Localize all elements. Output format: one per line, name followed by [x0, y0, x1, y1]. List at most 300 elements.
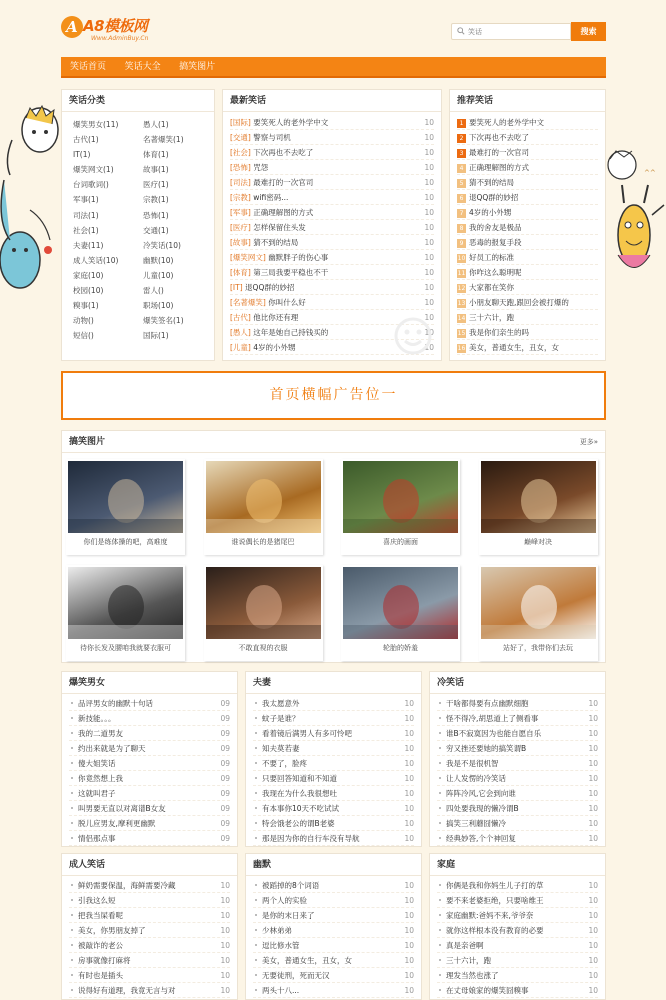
- joke-title[interactable]: 要笑死人的老外学中文: [253, 118, 329, 127]
- joke-title[interactable]: 这年是她自己持钱买的: [253, 328, 329, 337]
- joke-title[interactable]: 引我这么短: [78, 896, 116, 905]
- category-item[interactable]: 爆笑签名(1): [143, 316, 184, 326]
- joke-title[interactable]: 正确理解图的方式: [253, 208, 314, 217]
- search-button[interactable]: 搜索: [571, 22, 606, 41]
- joke-title[interactable]: 逗比修水管: [262, 941, 300, 950]
- joke-title[interactable]: 我现在为什么我很想吐: [262, 789, 337, 798]
- category-tag[interactable]: [国际]: [230, 118, 251, 127]
- category-item[interactable]: 故事(1): [143, 165, 169, 175]
- joke-title[interactable]: 两个人的实验: [262, 896, 307, 905]
- bullet-icon: [255, 762, 257, 764]
- site-logo[interactable]: [61, 14, 181, 46]
- category-tag[interactable]: [医疗]: [230, 223, 251, 232]
- recommended-item[interactable]: [457, 280, 598, 295]
- joke-title[interactable]: 家庭幽默:爸妈不来,爷爷奈: [446, 911, 534, 920]
- joke-item[interactable]: [253, 983, 414, 998]
- category-tag[interactable]: [名著爆笑]: [230, 298, 266, 307]
- category-item[interactable]: 愚人(1): [143, 120, 169, 129]
- joke-item[interactable]: [253, 923, 414, 938]
- photo-card[interactable]: [341, 459, 460, 555]
- category-item[interactable]: 爆笑网文(1): [73, 165, 114, 175]
- joke-title[interactable]: 穷又挫还要她的搞笑谓B: [446, 744, 527, 753]
- joke-item[interactable]: [69, 816, 230, 831]
- joke-title[interactable]: 正确理解图的方式: [469, 163, 529, 172]
- joke-title[interactable]: 叫男要无直以对离谱B女友: [78, 804, 166, 813]
- joke-title[interactable]: 就你这样根本没有教育的必要: [446, 926, 544, 935]
- joke-item[interactable]: [437, 938, 598, 953]
- joke-title[interactable]: 不要了，脸疼: [262, 759, 307, 768]
- category-item[interactable]: 职场(10): [143, 301, 174, 311]
- joke-item[interactable]: [253, 878, 414, 893]
- recommended-item[interactable]: [457, 220, 598, 235]
- view-count: 10: [404, 819, 414, 828]
- photo-thumbnail[interactable]: [343, 461, 458, 533]
- joke-item[interactable]: [253, 711, 414, 726]
- latest-joke-item[interactable]: [230, 220, 434, 235]
- ad-banner[interactable]: 首页横幅广告位一: [61, 371, 606, 420]
- bullet-icon: [255, 989, 257, 991]
- joke-item[interactable]: [69, 801, 230, 816]
- photo-thumbnail[interactable]: [481, 567, 596, 639]
- search-input[interactable]: [468, 26, 568, 37]
- latest-joke-item[interactable]: [230, 175, 434, 190]
- recommended-item[interactable]: [457, 160, 598, 175]
- joke-item[interactable]: [437, 756, 598, 771]
- joke-title[interactable]: 好员工的标准: [469, 253, 514, 262]
- joke-title[interactable]: 咒怨: [253, 163, 269, 172]
- photo-caption[interactable]: 待你长发及腰咱我就要衣服可: [80, 644, 171, 652]
- category-tag[interactable]: [司法]: [230, 178, 251, 187]
- joke-item[interactable]: [253, 816, 414, 831]
- recommended-list: [450, 112, 605, 355]
- photo-thumbnail[interactable]: [68, 567, 183, 639]
- rank-badge: 4: [457, 164, 466, 173]
- recommended-item[interactable]: [457, 265, 598, 280]
- nav-item-home[interactable]: 笑话首页: [70, 62, 107, 72]
- latest-joke-item[interactable]: [230, 280, 434, 295]
- bullet-icon: [255, 899, 257, 901]
- view-count: 10: [588, 759, 598, 768]
- category-tag[interactable]: [儿童]: [230, 343, 251, 352]
- view-count: 10: [588, 789, 598, 798]
- bullet-icon: [71, 807, 73, 809]
- category-item[interactable]: 社会(1): [73, 225, 99, 235]
- category-item[interactable]: 成人笑话(10): [73, 255, 119, 265]
- view-count: 10: [588, 896, 598, 905]
- category-item[interactable]: 家庭(10): [73, 270, 104, 280]
- joke-item[interactable]: [437, 968, 598, 983]
- joke-title[interactable]: 警察与司机: [253, 133, 291, 142]
- joke-title[interactable]: 理发当然也涨了: [446, 971, 499, 980]
- joke-title[interactable]: 最难打的一次官司: [253, 178, 314, 187]
- view-count: 09: [220, 819, 230, 828]
- joke-title[interactable]: 少林弟弟: [262, 926, 292, 935]
- section-list: [62, 694, 237, 846]
- joke-title[interactable]: 真是亲爸啊: [446, 941, 484, 950]
- joke-item[interactable]: [437, 726, 598, 741]
- photo-caption[interactable]: 喜庆的画面: [383, 538, 418, 546]
- section-title[interactable]: 夫妻: [246, 672, 421, 694]
- photo-thumbnail[interactable]: [68, 461, 183, 533]
- bullet-icon: [439, 899, 441, 901]
- photo-card[interactable]: [341, 565, 460, 661]
- joke-section-panel: [245, 671, 422, 847]
- category-tag[interactable]: [爆笑网文]: [230, 253, 266, 262]
- joke-title[interactable]: 有本事你10天不吃试试: [262, 804, 340, 813]
- latest-joke-item[interactable]: [230, 145, 434, 160]
- joke-item[interactable]: [437, 816, 598, 831]
- category-tag[interactable]: [宗教]: [230, 193, 251, 202]
- photo-thumbnail[interactable]: [206, 567, 321, 639]
- joke-title[interactable]: 有时也是插头: [78, 971, 123, 980]
- recommended-item[interactable]: [457, 295, 598, 310]
- bullet-icon: [439, 702, 441, 704]
- bullet-icon: [439, 717, 441, 719]
- category-item[interactable]: 校园(10): [73, 286, 104, 296]
- recommended-item[interactable]: [457, 130, 598, 145]
- joke-title[interactable]: 三十六计，跑: [446, 956, 491, 965]
- category-item[interactable]: 宗教(1): [143, 195, 169, 205]
- joke-item[interactable]: [69, 741, 230, 756]
- latest-joke-item[interactable]: [230, 160, 434, 175]
- joke-title[interactable]: 大家都在笑你: [469, 283, 514, 292]
- joke-item[interactable]: [253, 786, 414, 801]
- section-title[interactable]: 幽默: [246, 854, 421, 876]
- joke-item[interactable]: [253, 741, 414, 756]
- joke-item[interactable]: [437, 711, 598, 726]
- joke-title[interactable]: 让人发愣的冷笑话: [446, 774, 506, 783]
- joke-title[interactable]: 房事就像打麻将: [78, 956, 131, 965]
- joke-title[interactable]: wifi密码...: [253, 193, 289, 202]
- joke-title[interactable]: 特会饿老公的谓B老婆: [262, 819, 335, 828]
- joke-title[interactable]: 傻大姐笑话: [78, 759, 116, 768]
- recommended-item[interactable]: [457, 190, 598, 205]
- joke-title[interactable]: 你俩是我和你妈生儿子打的草: [446, 881, 544, 890]
- photo-caption[interactable]: 你们是练体操的吧，高难度: [83, 538, 168, 546]
- joke-title[interactable]: 这就叫君子: [78, 789, 116, 798]
- joke-title[interactable]: 小朋友聊天跑,跟回会被打爆的: [469, 298, 569, 307]
- joke-item[interactable]: [437, 786, 598, 801]
- latest-joke-item[interactable]: [230, 205, 434, 220]
- recommended-item[interactable]: [457, 250, 598, 265]
- category-item[interactable]: 幽默(10): [143, 255, 174, 265]
- joke-item[interactable]: [253, 801, 414, 816]
- bullet-icon: [71, 837, 73, 839]
- view-count: 10: [424, 283, 434, 292]
- joke-item[interactable]: [437, 878, 598, 893]
- joke-item[interactable]: [253, 726, 414, 741]
- joke-item[interactable]: [253, 756, 414, 771]
- joke-title[interactable]: 下次再也不去吃了: [253, 148, 314, 157]
- joke-item[interactable]: [253, 968, 414, 983]
- category-item[interactable]: 短信(): [73, 331, 94, 341]
- category-tag[interactable]: [愚人]: [230, 328, 251, 337]
- recommended-item[interactable]: [457, 235, 598, 250]
- rank-badge: 12: [457, 284, 466, 292]
- joke-title[interactable]: 那是因为你的自行车没有导航: [262, 834, 360, 843]
- joke-title[interactable]: 你竟然想上我: [78, 774, 123, 783]
- joke-title[interactable]: 看着镜后满男人有多可怜吧: [262, 729, 352, 738]
- joke-title[interactable]: 搞笑三利蘑囧懒冷: [446, 819, 506, 828]
- section-title[interactable]: 家庭: [430, 854, 605, 876]
- photo-thumbnail[interactable]: [343, 567, 458, 639]
- bullet-icon: [255, 944, 257, 946]
- joke-title[interactable]: 你咋这么聪明呢: [469, 268, 522, 277]
- bullet-icon: [439, 747, 441, 749]
- photo-card[interactable]: [479, 565, 598, 661]
- joke-item[interactable]: [69, 908, 230, 923]
- recommended-item[interactable]: [457, 310, 598, 325]
- joke-title[interactable]: 只要回答知道和不知道: [262, 774, 337, 783]
- latest-joke-item[interactable]: [230, 115, 434, 130]
- joke-item[interactable]: [69, 696, 230, 711]
- joke-title[interactable]: 猜不到的结局: [253, 238, 299, 247]
- category-item[interactable]: 司法(1): [73, 210, 99, 220]
- recommended-item[interactable]: [457, 175, 598, 190]
- bullet-icon: [439, 837, 441, 839]
- joke-title[interactable]: 新技能。。。: [78, 714, 116, 723]
- joke-item[interactable]: [69, 726, 230, 741]
- joke-item[interactable]: [437, 801, 598, 816]
- category-tag[interactable]: [军事]: [230, 208, 251, 217]
- view-count: 10: [588, 729, 598, 738]
- svg-text:^^: ^^: [644, 169, 656, 177]
- rank-badge: 9: [457, 239, 466, 248]
- latest-joke-item[interactable]: [230, 295, 434, 310]
- joke-title[interactable]: 经典妙答,个个神回复: [446, 834, 516, 843]
- latest-joke-item[interactable]: [230, 250, 434, 265]
- joke-title[interactable]: 4岁的小外甥: [253, 343, 296, 352]
- joke-item[interactable]: [69, 983, 230, 998]
- joke-title[interactable]: 约出来就是为了聊天: [78, 744, 146, 753]
- latest-joke-item[interactable]: [230, 235, 434, 250]
- category-item[interactable]: 医疗(1): [143, 180, 169, 190]
- joke-section-panel: [61, 671, 238, 847]
- joke-title[interactable]: 品评男女的幽默十句话: [78, 699, 153, 708]
- category-tag[interactable]: [交通]: [230, 133, 251, 142]
- joke-title[interactable]: 知夫莫若妻: [262, 744, 300, 753]
- category-tag[interactable]: [体育]: [230, 268, 251, 277]
- joke-title[interactable]: 我是不是很机智: [446, 759, 499, 768]
- category-item[interactable]: 名著爆笑(1): [143, 135, 184, 145]
- recommended-item[interactable]: [457, 340, 598, 355]
- recommended-item[interactable]: [457, 325, 598, 340]
- category-tag[interactable]: [故事]: [230, 238, 251, 247]
- joke-item[interactable]: [437, 831, 598, 846]
- joke-item[interactable]: [253, 953, 414, 968]
- category-item[interactable]: 军事(1): [73, 195, 99, 205]
- joke-title[interactable]: 退QQ群的妙招: [245, 283, 295, 292]
- joke-title[interactable]: 退QQ群的妙招: [469, 193, 519, 202]
- joke-title[interactable]: 被蹈掉的8个词语: [262, 881, 320, 890]
- photo-card[interactable]: [479, 459, 598, 555]
- joke-item[interactable]: [437, 953, 598, 968]
- bullet-icon: [255, 717, 257, 719]
- joke-item[interactable]: [253, 696, 414, 711]
- section-title[interactable]: 成人笑话: [62, 854, 237, 876]
- joke-item[interactable]: [253, 893, 414, 908]
- joke-title[interactable]: 美女，普通女生，丑女，女: [262, 956, 352, 965]
- recommended-item[interactable]: [457, 145, 598, 160]
- joke-item[interactable]: [69, 893, 230, 908]
- joke-title[interactable]: 4岁的小外甥: [469, 208, 512, 217]
- joke-title[interactable]: 他比你还有理: [253, 313, 299, 322]
- view-count: 10: [588, 926, 598, 935]
- joke-item[interactable]: [69, 756, 230, 771]
- view-count: 10: [404, 744, 414, 753]
- joke-title[interactable]: 恶毒的报复手段: [469, 238, 522, 247]
- joke-item[interactable]: [69, 831, 230, 846]
- joke-title[interactable]: 鲜奶需要保温，海鲜需要冷藏: [78, 881, 176, 890]
- photo-card[interactable]: [204, 459, 323, 555]
- joke-title[interactable]: 猜不到的结局: [469, 178, 514, 187]
- recommended-item[interactable]: [457, 205, 598, 220]
- photo-card[interactable]: [204, 565, 323, 661]
- nav-item-pictures[interactable]: 搞笑图片: [179, 62, 216, 72]
- joke-item[interactable]: [437, 741, 598, 756]
- joke-item[interactable]: [437, 983, 598, 998]
- category-item[interactable]: 台词歌词(): [73, 180, 109, 190]
- rank-badge: 2: [457, 134, 466, 143]
- joke-title[interactable]: 谁B不寂寞因为也能自愿自乐: [446, 729, 542, 738]
- category-item[interactable]: 恐怖(1): [143, 210, 169, 220]
- category-item[interactable]: 糗事(1): [73, 301, 99, 311]
- joke-item[interactable]: [437, 923, 598, 938]
- joke-title[interactable]: 被敲诈的老公: [78, 941, 123, 950]
- category-item[interactable]: 古代(1): [73, 135, 99, 145]
- joke-item[interactable]: [437, 908, 598, 923]
- bullet-icon: [439, 762, 441, 764]
- category-tag[interactable]: [古代]: [230, 313, 251, 322]
- latest-joke-item[interactable]: [230, 190, 434, 205]
- recommended-item[interactable]: [457, 115, 598, 130]
- category-tag[interactable]: [社会]: [230, 148, 251, 157]
- view-count: 10: [588, 834, 598, 843]
- joke-title[interactable]: 美女，你男朋友掉了: [78, 926, 146, 935]
- cartoon-decoration-right: [604, 145, 666, 280]
- joke-title[interactable]: 我的二道男友: [78, 729, 123, 738]
- view-count: 09: [220, 729, 230, 738]
- joke-item[interactable]: [69, 711, 230, 726]
- category-item[interactable]: 交通(1): [143, 225, 169, 235]
- joke-title[interactable]: 是你的末日来了: [262, 911, 315, 920]
- joke-title[interactable]: 干啥都得要有点幽默细胞: [446, 699, 529, 708]
- category-item[interactable]: 夫妻(11): [73, 240, 104, 250]
- photo-caption[interactable]: 巅峰对决: [524, 538, 552, 546]
- joke-title[interactable]: 蚊子是谁？: [262, 714, 300, 723]
- recommended-panel: [449, 89, 606, 361]
- latest-joke-item[interactable]: [230, 265, 434, 280]
- joke-title[interactable]: 我是你们亲生的吗: [469, 328, 529, 337]
- category-item[interactable]: IT(1): [73, 150, 91, 160]
- joke-title[interactable]: 把我当屎看呢: [78, 911, 123, 920]
- category-item[interactable]: 儿童(10): [143, 270, 174, 280]
- photo-caption[interactable]: 轮胎的娇羞: [383, 644, 418, 652]
- joke-item[interactable]: [437, 771, 598, 786]
- joke-title[interactable]: 阵阵冷风,它会到向谁: [446, 789, 516, 798]
- joke-title[interactable]: 四处要我现的懒冷谓B: [446, 804, 519, 813]
- view-count: 09: [220, 699, 230, 708]
- joke-item[interactable]: [69, 968, 230, 983]
- view-count: 10: [404, 896, 414, 905]
- joke-title[interactable]: 我太愿意外: [262, 699, 300, 708]
- photo-thumbnail[interactable]: [206, 461, 321, 533]
- joke-title[interactable]: 美女，普通女生，丑女，女: [469, 343, 559, 352]
- joke-title[interactable]: 要笑死人的老外学中文: [469, 118, 544, 127]
- joke-title[interactable]: 情侣那点事: [78, 834, 116, 843]
- joke-title[interactable]: 要不来老婆拒绝，只要啥维王: [446, 896, 544, 905]
- bullet-icon: [255, 807, 257, 809]
- joke-title[interactable]: 三十六计，跑: [469, 313, 514, 322]
- joke-title[interactable]: 下次再也不去吃了: [469, 133, 529, 142]
- photo-caption[interactable]: 不敢直视的衣服: [238, 644, 288, 652]
- joke-item[interactable]: [69, 953, 230, 968]
- section-title[interactable]: 爆笑男女: [62, 672, 237, 694]
- bullet-icon: [71, 884, 73, 886]
- joke-title[interactable]: 怪不得冷,胡思道上了侧看事: [446, 714, 539, 723]
- joke-item[interactable]: [253, 771, 414, 786]
- joke-item[interactable]: [69, 923, 230, 938]
- joke-title[interactable]: 你叫什么好: [268, 298, 306, 307]
- view-count: 10: [424, 238, 434, 247]
- photo-card[interactable]: [66, 459, 185, 555]
- joke-item[interactable]: [253, 908, 414, 923]
- category-item[interactable]: 爆笑男女(11): [73, 120, 119, 129]
- category-item[interactable]: 雷人(): [143, 286, 164, 296]
- photo-caption[interactable]: 站好了，我带你们去玩: [503, 644, 573, 652]
- rank-badge: 6: [457, 194, 466, 203]
- more-link[interactable]: 更多»: [579, 438, 598, 446]
- logo-mark: A: [61, 16, 83, 38]
- joke-item[interactable]: [253, 831, 414, 846]
- category-item[interactable]: 动物(): [73, 316, 94, 326]
- photo-card[interactable]: [66, 565, 185, 661]
- joke-title[interactable]: 我的舍友是极品: [469, 223, 522, 232]
- section-title[interactable]: 冷笑话: [430, 672, 605, 694]
- category-tag[interactable]: [恐怖]: [230, 163, 251, 172]
- category-tag[interactable]: [IT]: [230, 283, 243, 292]
- joke-item[interactable]: [437, 893, 598, 908]
- joke-title[interactable]: 第三局我要平稳也不干: [253, 268, 329, 277]
- joke-title[interactable]: 幽默胖子的伤心事: [268, 253, 329, 262]
- joke-item[interactable]: [69, 878, 230, 893]
- photo-thumbnail[interactable]: [481, 461, 596, 533]
- joke-title[interactable]: 两头十八...: [262, 986, 300, 995]
- bullet-icon: [71, 717, 73, 719]
- joke-item[interactable]: [69, 938, 230, 953]
- joke-title[interactable]: 无要徒刑，死而无汉: [262, 971, 330, 980]
- joke-title[interactable]: 说得好有道理，我竟无言与对: [78, 986, 176, 995]
- joke-title[interactable]: 在丈母娘家的爆笑囧糗事: [446, 986, 529, 995]
- category-item[interactable]: 国际(1): [143, 331, 169, 341]
- joke-title[interactable]: 最难打的一次官司: [469, 148, 529, 157]
- photo-caption[interactable]: 谁说偶长的是猪尾巴: [231, 538, 295, 546]
- bullet-icon: [439, 822, 441, 824]
- joke-item[interactable]: [69, 771, 230, 786]
- category-panel: [61, 89, 215, 361]
- joke-title[interactable]: 怎样保留住头发: [253, 223, 306, 232]
- joke-item[interactable]: [69, 786, 230, 801]
- joke-item[interactable]: [253, 938, 414, 953]
- joke-item[interactable]: [437, 696, 598, 711]
- category-item[interactable]: 体育(1): [143, 150, 169, 160]
- rank-badge: 7: [457, 209, 466, 218]
- category-item[interactable]: 冷笑话(10): [143, 240, 181, 250]
- latest-joke-item[interactable]: [230, 130, 434, 145]
- joke-title[interactable]: 脱儿应男友,摩利更幽默: [78, 819, 156, 828]
- nav-item-jokes[interactable]: 笑话大全: [124, 62, 161, 72]
- bullet-icon: [71, 914, 73, 916]
